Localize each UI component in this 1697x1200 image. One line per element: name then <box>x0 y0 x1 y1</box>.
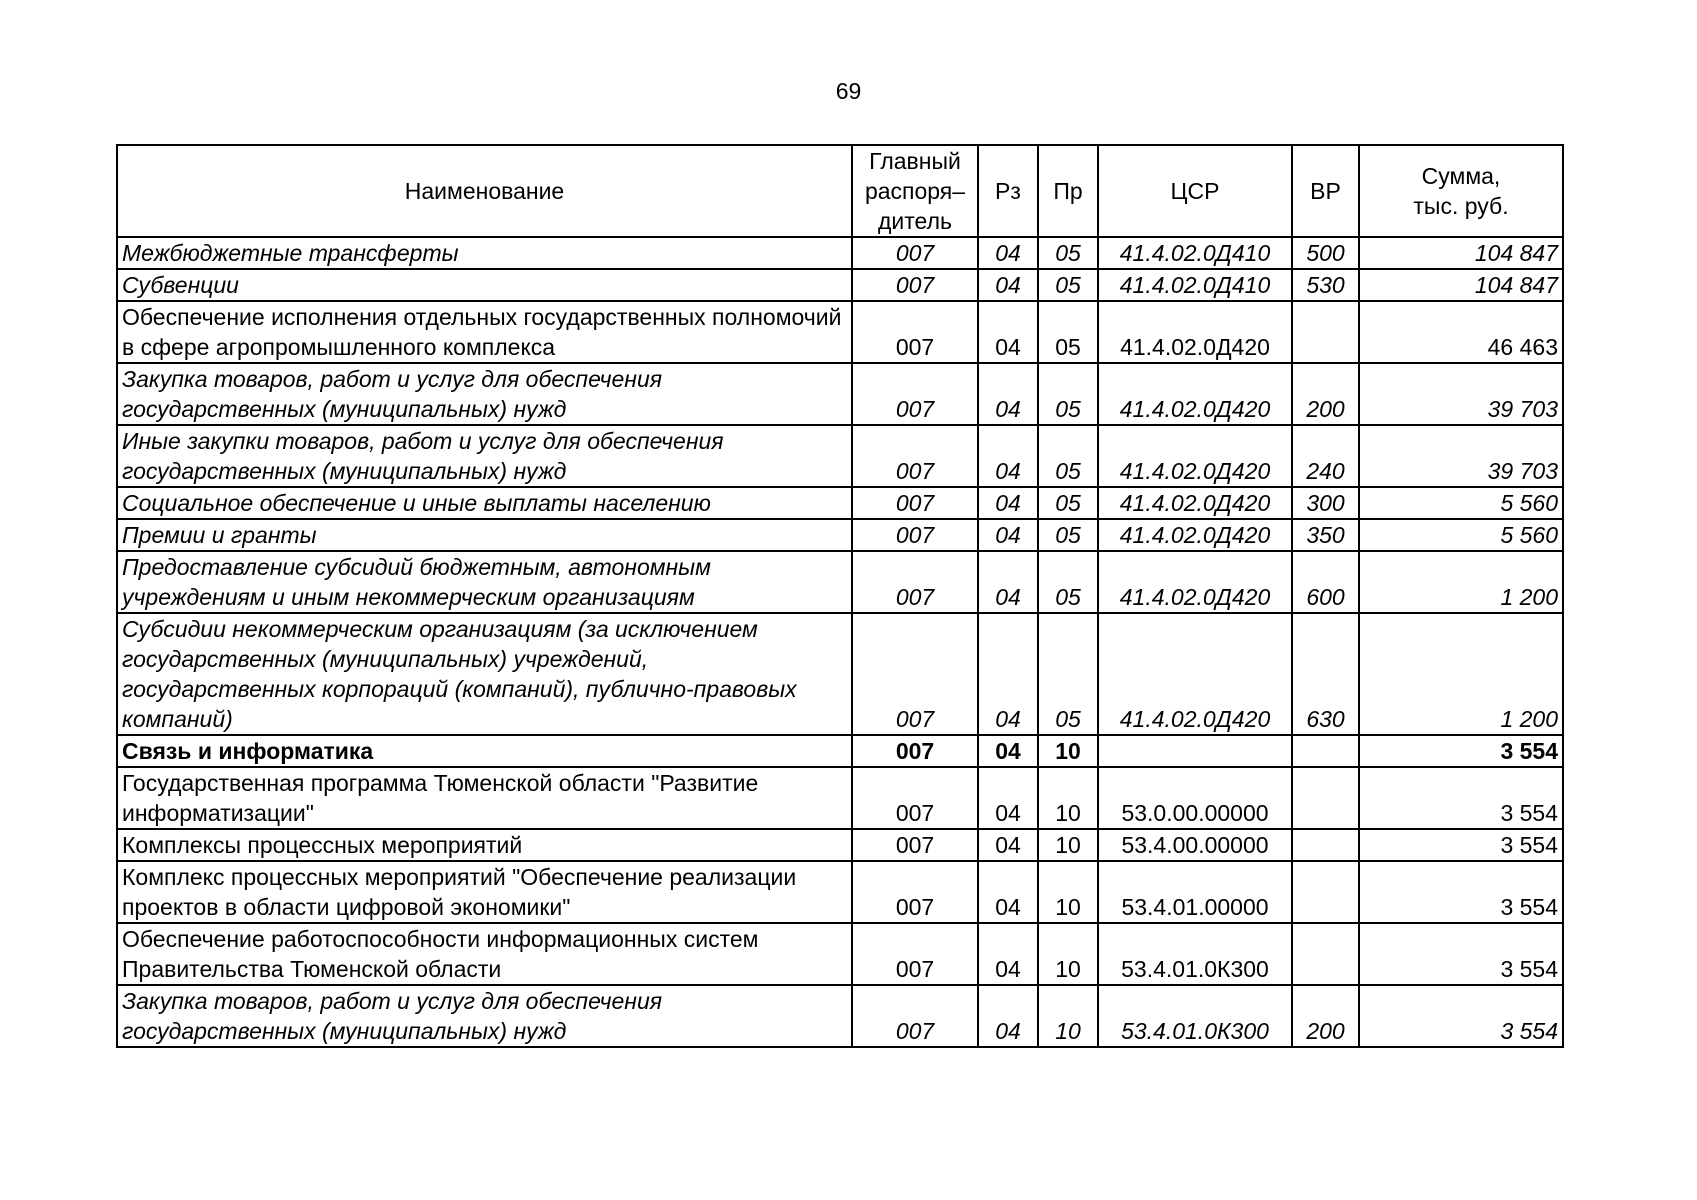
cell-rz: 04 <box>978 519 1038 551</box>
cell-rz: 04 <box>978 829 1038 861</box>
cell-rz: 04 <box>978 613 1038 735</box>
cell-rz: 04 <box>978 985 1038 1047</box>
cell-csr: 41.4.02.0Д420 <box>1098 613 1292 735</box>
header-vr: ВР <box>1292 145 1359 237</box>
cell-glav: 007 <box>852 519 978 551</box>
table-row <box>117 767 1563 829</box>
cell-pr: 10 <box>1038 985 1098 1047</box>
header-glav <box>852 145 978 237</box>
table-body <box>117 237 1563 1047</box>
header-sum-line2: тыс. руб. <box>1413 193 1509 219</box>
cell-name: Субвенции <box>117 269 852 301</box>
page-number: 69 <box>835 78 862 104</box>
header-row <box>117 145 1563 237</box>
header-sum-line1: Сумма, <box>1421 163 1501 189</box>
cell-glav: 007 <box>852 735 978 767</box>
cell-csr: 53.4.01.00000 <box>1098 861 1292 923</box>
table-row <box>117 613 1563 735</box>
table-row <box>117 551 1563 613</box>
cell-vr: 240 <box>1292 425 1359 487</box>
cell-name: Предоставление субсидий бюджетным, автономным учреждениям и иным некоммерческим организациям <box>117 551 852 613</box>
cell-name: Межбюджетные трансферты <box>117 237 852 269</box>
table-header <box>117 145 1563 237</box>
cell-glav: 007 <box>852 237 978 269</box>
cell-pr: 05 <box>1038 269 1098 301</box>
cell-glav: 007 <box>852 363 978 425</box>
table-row <box>117 923 1563 985</box>
cell-name: Социальное обеспечение и иные выплаты населению <box>117 487 852 519</box>
cell-name: Государственная программа Тюменской области "Развитие информатизации" <box>117 767 852 829</box>
cell-vr: 630 <box>1292 613 1359 735</box>
cell-glav: 007 <box>852 425 978 487</box>
cell-rz: 04 <box>978 735 1038 767</box>
cell-vr <box>1292 923 1359 985</box>
cell-pr: 05 <box>1038 551 1098 613</box>
cell-vr: 200 <box>1292 985 1359 1047</box>
cell-name: Комплексы процессных мероприятий <box>117 829 852 861</box>
cell-glav: 007 <box>852 551 978 613</box>
table-row <box>117 363 1563 425</box>
cell-vr: 200 <box>1292 363 1359 425</box>
header-glav-line3: дитель <box>878 208 952 234</box>
cell-pr: 05 <box>1038 519 1098 551</box>
cell-glav: 007 <box>852 269 978 301</box>
cell-sum: 39 703 <box>1359 363 1563 425</box>
cell-name: Обеспечение исполнения отдельных государственных полномочий в сфере агропромышленного комплекса <box>117 301 852 363</box>
cell-rz: 04 <box>978 425 1038 487</box>
cell-csr: 41.4.02.0Д410 <box>1098 237 1292 269</box>
cell-vr <box>1292 735 1359 767</box>
cell-name: Иные закупки товаров, работ и услуг для обеспечения государственных (муниципальных) нужд <box>117 425 852 487</box>
cell-csr: 41.4.02.0Д420 <box>1098 551 1292 613</box>
cell-name: Премии и гранты <box>117 519 852 551</box>
cell-sum: 104 847 <box>1359 269 1563 301</box>
header-glav-line1: Главный <box>869 148 961 174</box>
cell-glav: 007 <box>852 829 978 861</box>
cell-name: Закупка товаров, работ и услуг для обеспечения государственных (муниципальных) нужд <box>117 363 852 425</box>
cell-csr: 41.4.02.0Д420 <box>1098 425 1292 487</box>
budget-table <box>116 144 1564 1048</box>
cell-pr: 05 <box>1038 613 1098 735</box>
header-pr: Пр <box>1038 145 1098 237</box>
header-rz: Рз <box>978 145 1038 237</box>
cell-sum: 3 554 <box>1359 735 1563 767</box>
cell-sum: 5 560 <box>1359 519 1563 551</box>
cell-csr: 41.4.02.0Д420 <box>1098 301 1292 363</box>
cell-vr <box>1292 829 1359 861</box>
cell-pr: 05 <box>1038 363 1098 425</box>
cell-vr: 600 <box>1292 551 1359 613</box>
cell-glav: 007 <box>852 923 978 985</box>
cell-csr: 41.4.02.0Д420 <box>1098 519 1292 551</box>
cell-vr: 350 <box>1292 519 1359 551</box>
cell-sum: 5 560 <box>1359 487 1563 519</box>
header-name: Наименование <box>117 145 852 237</box>
cell-rz: 04 <box>978 861 1038 923</box>
cell-csr: 41.4.02.0Д420 <box>1098 487 1292 519</box>
cell-sum: 1 200 <box>1359 551 1563 613</box>
cell-glav: 007 <box>852 861 978 923</box>
table-row <box>117 301 1563 363</box>
table-row <box>117 735 1563 767</box>
cell-vr: 300 <box>1292 487 1359 519</box>
cell-rz: 04 <box>978 923 1038 985</box>
table-row <box>117 269 1563 301</box>
cell-vr: 500 <box>1292 237 1359 269</box>
cell-rz: 04 <box>978 551 1038 613</box>
cell-pr: 10 <box>1038 923 1098 985</box>
cell-csr: 53.4.01.0К300 <box>1098 985 1292 1047</box>
cell-pr: 10 <box>1038 767 1098 829</box>
cell-pr: 05 <box>1038 425 1098 487</box>
cell-sum: 104 847 <box>1359 237 1563 269</box>
cell-pr: 05 <box>1038 237 1098 269</box>
cell-csr: 53.0.00.00000 <box>1098 767 1292 829</box>
table-row <box>117 985 1563 1047</box>
cell-name: Комплекс процессных мероприятий "Обеспечение реализации проектов в области цифровой экономики" <box>117 861 852 923</box>
table-row <box>117 861 1563 923</box>
cell-glav: 007 <box>852 985 978 1047</box>
cell-glav: 007 <box>852 301 978 363</box>
cell-vr <box>1292 861 1359 923</box>
cell-glav: 007 <box>852 767 978 829</box>
cell-pr: 05 <box>1038 487 1098 519</box>
cell-csr: 41.4.02.0Д410 <box>1098 269 1292 301</box>
cell-sum: 46 463 <box>1359 301 1563 363</box>
cell-name: Субсидии некоммерческим организациям (за исключением государственных (муниципальных) учреждений, государственных корпораций (компаний), публично-правовых компаний) <box>117 613 852 735</box>
cell-name: Связь и информатика <box>117 735 852 767</box>
cell-csr <box>1098 735 1292 767</box>
cell-pr: 10 <box>1038 861 1098 923</box>
table-row <box>117 829 1563 861</box>
cell-sum: 3 554 <box>1359 829 1563 861</box>
cell-glav: 007 <box>852 613 978 735</box>
table-row <box>117 519 1563 551</box>
table-row <box>117 237 1563 269</box>
cell-csr: 53.4.00.00000 <box>1098 829 1292 861</box>
cell-rz: 04 <box>978 487 1038 519</box>
cell-name: Обеспечение работоспособности информационных систем Правительства Тюменской области <box>117 923 852 985</box>
header-sum <box>1359 145 1563 237</box>
cell-pr: 05 <box>1038 301 1098 363</box>
cell-sum: 3 554 <box>1359 923 1563 985</box>
cell-rz: 04 <box>978 363 1038 425</box>
cell-sum: 3 554 <box>1359 767 1563 829</box>
cell-sum: 3 554 <box>1359 861 1563 923</box>
cell-sum: 3 554 <box>1359 985 1563 1047</box>
header-glav-line2: распоря– <box>864 178 966 204</box>
cell-rz: 04 <box>978 269 1038 301</box>
cell-sum: 39 703 <box>1359 425 1563 487</box>
cell-name: Закупка товаров, работ и услуг для обеспечения государственных (муниципальных) нужд <box>117 985 852 1047</box>
cell-csr: 41.4.02.0Д420 <box>1098 363 1292 425</box>
cell-pr: 10 <box>1038 735 1098 767</box>
table-row <box>117 425 1563 487</box>
cell-glav: 007 <box>852 487 978 519</box>
cell-rz: 04 <box>978 301 1038 363</box>
cell-sum: 1 200 <box>1359 613 1563 735</box>
cell-vr: 530 <box>1292 269 1359 301</box>
cell-vr <box>1292 301 1359 363</box>
table-row <box>117 487 1563 519</box>
cell-vr <box>1292 767 1359 829</box>
cell-csr: 53.4.01.0К300 <box>1098 923 1292 985</box>
cell-rz: 04 <box>978 237 1038 269</box>
cell-rz: 04 <box>978 767 1038 829</box>
header-csr: ЦСР <box>1098 145 1292 237</box>
cell-pr: 10 <box>1038 829 1098 861</box>
